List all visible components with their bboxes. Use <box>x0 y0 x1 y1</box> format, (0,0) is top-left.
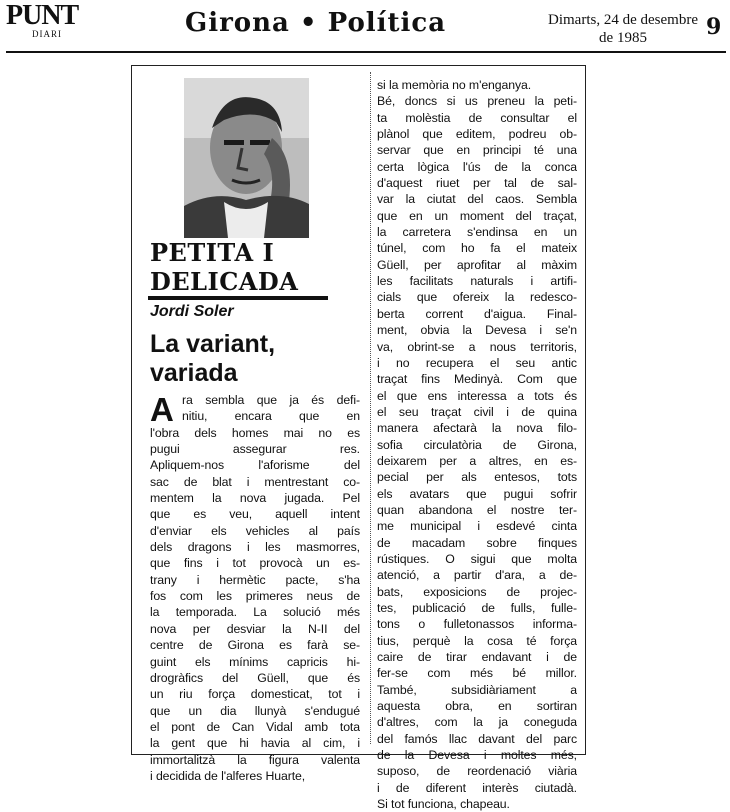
body-text-line: Güell, per aprofitar al màxim <box>377 257 577 272</box>
body-text-line: Si tot funciona, chapeau. <box>377 797 510 812</box>
body-text-line: i de diferent interès ciutadà. <box>377 780 577 795</box>
body-text-line: que en un moment del traçat, <box>377 208 577 223</box>
header-rule <box>6 51 726 53</box>
body-text-line: certa lògica l'ús de la conca <box>377 159 577 174</box>
body-text-line: quan abandona el nostre ter- <box>377 502 577 517</box>
body-text-line: que un dia llunyà s'endugué <box>150 703 360 718</box>
issue-date <box>548 11 698 47</box>
body-text-line: ment, obvia la Devesa i se'n <box>377 323 577 338</box>
body-text-line: guint els mínims capricis hi- <box>150 654 360 669</box>
body-text-line: ra sembla que ja és defi- <box>182 393 360 407</box>
body-text-line: var la ciutat del caos. Sembla <box>377 192 577 207</box>
drop-cap: A <box>150 391 174 428</box>
body-text-line: de macadam sobre finques <box>377 535 577 550</box>
body-text-line: immortalitzà la figura valenta <box>150 752 360 767</box>
body-text-line: mentem la nova jugada. Pel <box>150 491 360 506</box>
body-text-line: tes, publicació de fulls, fulle- <box>377 601 577 615</box>
masthead <box>0 0 730 60</box>
body-text-line: Bé, doncs si us preneu la peti- <box>377 94 577 109</box>
body-text-line: nova per desviar la N-II del <box>150 621 360 636</box>
body-text-line: sac de blat i mentrestant co- <box>150 474 360 489</box>
column-divider <box>370 72 371 744</box>
kicker-rule <box>148 296 328 300</box>
body-text-line: el pont de Can Vidal amb tota <box>150 719 360 734</box>
body-text-line: del famós llac davant del parc <box>377 731 577 746</box>
kicker-heading <box>150 238 298 296</box>
body-text-line: berta corrent d'aigua. Final- <box>377 306 577 321</box>
body-text-line: les facilitats naturals i artifi- <box>377 274 577 289</box>
body-text-line: túnel, com ho fa el mateix <box>377 241 577 256</box>
body-text-line: pecial per als entesos, tots <box>377 470 577 485</box>
issue-date-line1: Dimarts, 24 de desembre <box>548 12 698 28</box>
author-portrait <box>184 78 309 238</box>
body-text-line: trany i hermètic pacte, s'ha <box>150 572 360 587</box>
headline-line: La variant, <box>150 330 276 358</box>
body-text-line: fer-se com més bé millor. <box>377 666 577 681</box>
article-box <box>131 65 586 812</box>
body-text-line: i no recupera el seu antic <box>377 355 577 370</box>
body-text-line: drogràfics del Güell, que és <box>150 670 360 685</box>
body-text-line: me municipal i esdevé cinta <box>377 519 577 534</box>
article-headline <box>150 330 275 388</box>
body-text-line: aquesta obra, en sortiran <box>377 699 577 714</box>
body-text-line: d'aquest riuet per tal de sal- <box>377 176 577 191</box>
body-text-line: deixarem per a altres, en es- <box>377 453 577 468</box>
body-text-line: la temporada. La solució més <box>150 605 360 620</box>
body-text-line: pugui assegurar res. <box>150 442 360 457</box>
body-text-line: que es veu, aquell intent <box>150 507 360 522</box>
body-text-line: atenció, a partir d'ara, a de- <box>377 568 577 583</box>
body-text-line: un riu força domesticat, tot i <box>150 687 360 702</box>
body-text-line: el que ens interessa a tots és <box>377 388 577 403</box>
body-text-line: d'enviar els vehicles al país <box>150 523 360 538</box>
body-text-line: va, obrint-se a nous territoris, <box>377 339 577 354</box>
page-number: 9 <box>706 14 722 40</box>
body-text-line: ta molèstia de consultar el <box>377 110 577 125</box>
body-text-line: la gent que hi havia al cim, i <box>150 736 360 751</box>
body-text-line: traçat fins Medinyà. Com que <box>377 372 577 387</box>
headline-line: variada <box>150 359 238 387</box>
section-title: Girona • Política <box>185 8 447 38</box>
newspaper-logo: PUNT <box>6 0 79 31</box>
body-text-line: caire de tirar endavant i de <box>377 650 577 665</box>
body-text-line: els avatars que pugui sofrir <box>377 486 577 501</box>
body-text-line: sofia circulatòria de Girona, <box>377 437 577 452</box>
body-text-line: tius, perquè la cosa té força <box>377 633 577 648</box>
body-text-line: tons o fulletonassos informa- <box>377 617 577 632</box>
author-byline: Jordi Soler <box>150 303 234 320</box>
kicker-line: DELICADA <box>150 267 299 296</box>
issue-date-line2: de 1985 <box>599 30 647 46</box>
body-text-line: cials que ofereix la redesco- <box>377 290 577 305</box>
body-column-left <box>150 392 360 784</box>
body-text-line: plànol que editem, podreu ob- <box>377 127 577 142</box>
body-text-line: d'altres, com la ja coneguda <box>377 715 577 730</box>
body-text-line: dels dragons i les masmorres, <box>150 540 360 555</box>
body-text-line: i decidida de l'alferes Huarte, <box>150 768 306 783</box>
body-text-line: de la Devesa i moltes més, <box>377 748 577 763</box>
body-text-line: Apliquem-nos l'aforisme del <box>150 458 360 473</box>
body-text-line: bats, exposicions de projec- <box>377 584 577 599</box>
body-text-line: També, subsidiàriament a <box>377 682 577 697</box>
kicker-line: PETITA I <box>150 238 275 267</box>
body-text-line: fos com les primeres neus de <box>150 589 360 604</box>
newspaper-logo-subtitle: DIARI <box>32 29 62 39</box>
body-text-line: suposo, de reordenació viària <box>377 764 577 779</box>
body-text-line: centre de Girona es farà se- <box>150 638 360 653</box>
body-text-line: manera afectarà la nova filo- <box>377 421 577 436</box>
body-text-line: l'obra dels homes mai no es <box>150 425 360 440</box>
body-text-line: que fins i tot provocà un es- <box>150 556 360 571</box>
body-text-line: nitiu, encara que en <box>182 409 360 424</box>
body-text-line: la carretera s'endinsa en un <box>377 225 577 240</box>
body-text-line: rústiques. O sigui que molta <box>377 551 577 566</box>
body-text-line: servar que en principi té una <box>377 143 577 158</box>
body-column-right <box>377 77 577 812</box>
body-text-line: si la memòria no m'enganya. <box>377 78 532 92</box>
body-text-line: el seu traçat civil i de quina <box>377 404 577 419</box>
